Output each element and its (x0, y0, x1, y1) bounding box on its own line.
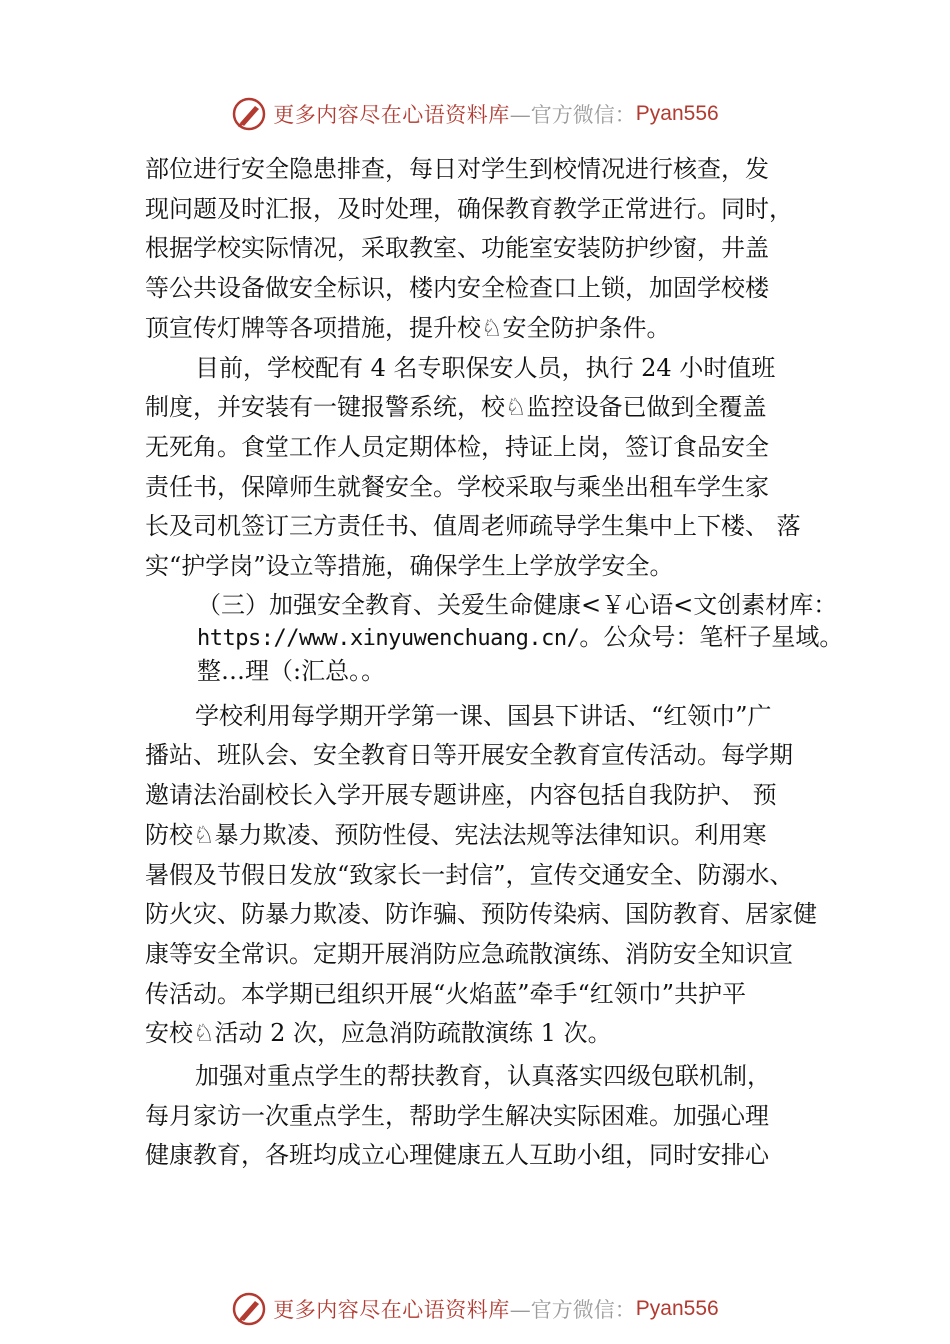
text-line: 康等安全常识。定期开展消防应急疏散演练、消防安全知识宣 (145, 939, 793, 968)
text-line: 加强对重点学生的帮扶教育，认真落实四级包联机制， (195, 1062, 771, 1091)
text-line: 等公共设备做安全标识，楼内安全检查口上锁，加固学校楼 (145, 274, 769, 303)
text-line: 健康教育，各班均成立心理健康五人互助小组，同时安排心 (145, 1141, 769, 1170)
text-line: 目前，学校配有 4 名专职保安人员，执行 24 小时值班 (195, 353, 776, 382)
text-line: 长及司机签订三方责任书、值周老师疏导学生集中上下楼、 落 (145, 512, 801, 541)
text-line: 制度，并安装有一键报警系统，校♘监控设备已做到全覆盖 (145, 393, 767, 422)
text-line: 安校♘活动 2 次，应急消防疏散演练 1 次。 (145, 1019, 612, 1048)
text-line: 传活动。本学期已组织开展“火焰蓝”牵手“红领巾”共护平 (145, 979, 747, 1008)
banner-text: 更多内容尽在心语资料库 (273, 103, 510, 127)
footer-banner (0, 1289, 950, 1329)
text-line: 每月家访一次重点学生，帮助学生解决实际困难。加强心理 (145, 1101, 769, 1130)
text-line: 暑假及节假日发放“致家长一封信”，宣传交通安全、防溺水、 (145, 860, 794, 889)
paragraph (145, 697, 817, 1054)
pen-logo-icon (231, 1291, 267, 1327)
pen-logo-icon (231, 96, 267, 132)
text-line: 学校利用每学期开学第一课、国县下讲话、“红领巾”广 (195, 701, 772, 730)
paragraph (145, 349, 817, 587)
heading-line: （三）加强安全教育、关爱生命健康<￥心语<文创素材库： (197, 590, 838, 619)
text-line: 播站、班队会、安全教育日等开展安全教育宣传活动。每学期 (145, 741, 793, 770)
text-line: 防火灾、防暴力欺凌、防诈骗、预防传染病、国防教育、居家健 (145, 900, 817, 929)
source-url[interactable]: https://www.xinyuwenchuang.cn/ (197, 625, 580, 651)
banner-text: 更多内容尽在心语资料库 (273, 1298, 510, 1322)
paragraph (145, 1057, 817, 1176)
paragraph (145, 150, 817, 349)
text-line: 根据学校实际情况，采取教室、功能室安装防护纱窗，井盖 (145, 234, 769, 263)
text-line: 现问题及时汇报，及时处理，确保教育教学正常进行。同时， (145, 194, 793, 223)
text-line: 防校♘暴力欺凌、预防性侵、宪法法规等法律知识。利用寒 (145, 820, 767, 849)
text-line: 部位进行安全隐患排查，每日对学生到校情况进行核查，发 (145, 155, 769, 183)
banner-wechat-id: Pyan556 (635, 1297, 719, 1320)
document-body (145, 150, 844, 1176)
text-line: 邀请法治副校长入学开展专题讲座，内容包括自我防护、 预 (145, 781, 777, 810)
banner-suffix: —官方微信： (509, 103, 636, 127)
text-line: 责任书，保障师生就餐安全。学校采取与乘坐出租车学生家 (145, 472, 769, 501)
text-line: 无死角。食堂工作人员定期体检，持证上岗，签订食品安全 (145, 432, 769, 461)
header-banner (0, 94, 950, 134)
section-heading (197, 589, 844, 687)
text-line: 顶宣传灯牌等各项措施，提升校♘安全防护条件。 (145, 313, 671, 342)
heading-line: 整…理（:汇总。。 (197, 656, 386, 685)
banner-suffix: —官方微信： (509, 1298, 636, 1322)
banner-wechat-id: Pyan556 (635, 102, 719, 125)
text-line: 实“护学岗”设立等措施，确保学生上学放学安全。 (145, 552, 674, 581)
heading-line: https://www.xinyuwenchuang.cn/。公众号：笔杆子星域。 (197, 622, 844, 651)
